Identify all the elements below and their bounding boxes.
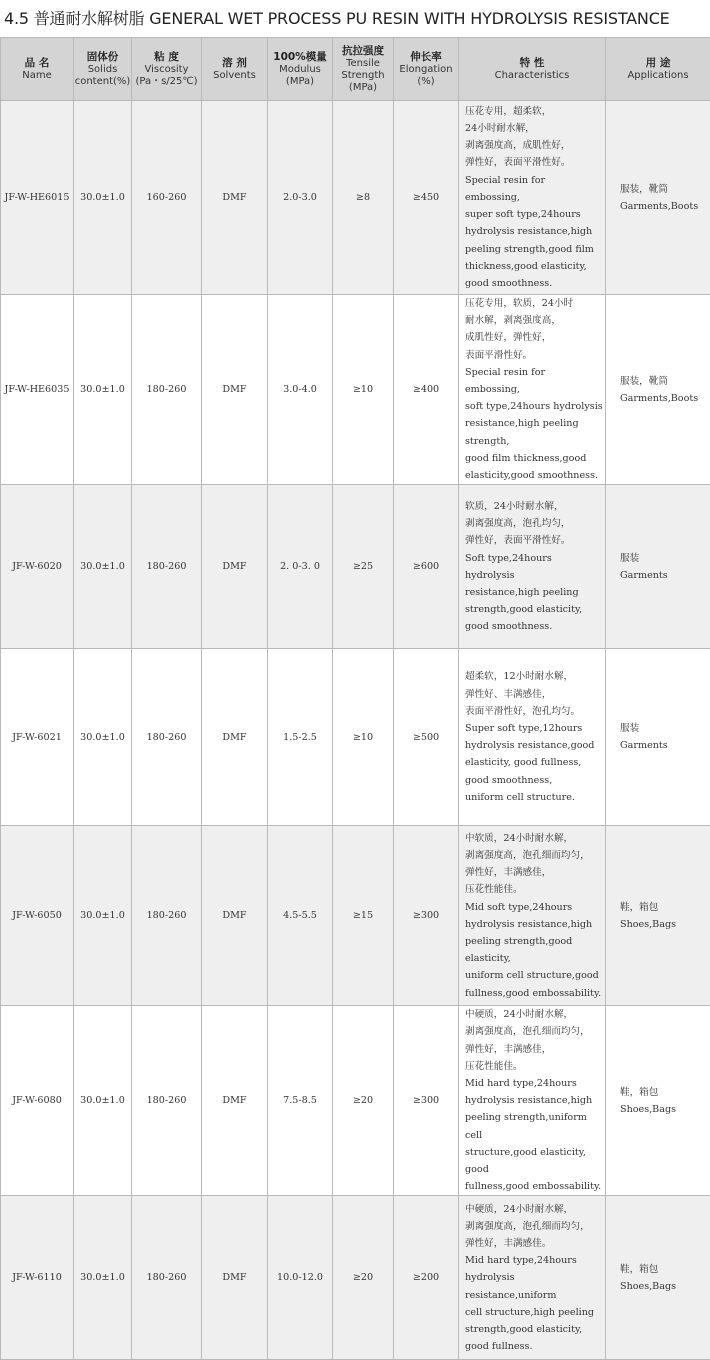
cell-solids: 30.0±1.0 bbox=[74, 826, 132, 1006]
cell-characteristics: 中硬质，24小时耐水解， 剥离强度高，泡孔细而均匀， 弹性好，丰满感佳。 Mid hard type,24hours hydrolysis resistance,uniform cell structure,high peeling strength,good elasticity, good fullness. bbox=[459, 1196, 606, 1360]
product-table bbox=[0, 37, 710, 1360]
header-solids: 固体份 Solids content(%) bbox=[74, 38, 132, 101]
cell-characteristics: 压花专用，软质，24小时 耐水解，剥离强度高， 成肌性好，弹性好， 表面平滑性好。 Special resin for embossing, soft type,24hours hydrolysis resistance,high peeling strength, good film thickness,good elasticity,good smoothness. bbox=[459, 295, 606, 485]
cell-modulus: 4.5-5.5 bbox=[268, 826, 333, 1006]
cell-elongation: ≥500 bbox=[394, 649, 459, 826]
cell-applications: 鞋，箱包 Shoes,Bags bbox=[606, 1006, 710, 1196]
cell-modulus: 2.0-3.0 bbox=[268, 101, 333, 295]
table-row bbox=[1, 826, 710, 1006]
header-name: 品 名 Name bbox=[1, 38, 74, 101]
cell-modulus: 7.5-8.5 bbox=[268, 1006, 333, 1196]
cell-viscosity: 180-260 bbox=[132, 1196, 202, 1360]
cell-tensile: ≥8 bbox=[333, 101, 394, 295]
page-title: 4.5 普通耐水解树脂 GENERAL WET PROCESS PU RESIN WITH HYDROLYSIS RESISTANCE bbox=[0, 0, 710, 37]
cell-modulus: 2. 0-3. 0 bbox=[268, 485, 333, 649]
cell-solvent: DMF bbox=[202, 485, 268, 649]
table-row bbox=[1, 101, 710, 295]
cell-tensile: ≥15 bbox=[333, 826, 394, 1006]
cell-solids: 30.0±1.0 bbox=[74, 1196, 132, 1360]
cell-name: JF-W-6020 bbox=[1, 485, 74, 649]
cell-applications: 服装，靴筒 Garments,Boots bbox=[606, 101, 710, 295]
cell-solids: 30.0±1.0 bbox=[74, 101, 132, 295]
cell-modulus: 10.0-12.0 bbox=[268, 1196, 333, 1360]
cell-modulus: 1.5-2.5 bbox=[268, 649, 333, 826]
cell-viscosity: 180-260 bbox=[132, 485, 202, 649]
cell-solvent: DMF bbox=[202, 826, 268, 1006]
cell-tensile: ≥25 bbox=[333, 485, 394, 649]
cell-solids: 30.0±1.0 bbox=[74, 649, 132, 826]
table-row bbox=[1, 295, 710, 485]
cell-name: JF-W-6110 bbox=[1, 1196, 74, 1360]
table-header-row bbox=[1, 38, 710, 101]
cell-solids: 30.0±1.0 bbox=[74, 295, 132, 485]
cell-name: JF-W-HE6015 bbox=[1, 101, 74, 295]
cell-elongation: ≥300 bbox=[394, 826, 459, 1006]
cell-elongation: ≥300 bbox=[394, 1006, 459, 1196]
cell-characteristics: 超柔软，12小时耐水解， 弹性好、丰满感佳， 表面平滑性好，泡孔均匀。 Super soft type,12hours hydrolysis resistance,good elasticity, good fullness, good smoothness, uniform cell structure. bbox=[459, 649, 606, 826]
cell-name: JF-W-6080 bbox=[1, 1006, 74, 1196]
cell-solvent: DMF bbox=[202, 1006, 268, 1196]
cell-name: JF-W-HE6035 bbox=[1, 295, 74, 485]
header-solvents: 溶 剂 Solvents bbox=[202, 38, 268, 101]
cell-modulus: 3.0-4.0 bbox=[268, 295, 333, 485]
cell-characteristics: 中硬质，24小时耐水解， 剥离强度高，泡孔细而均匀， 弹性好，丰满感佳， 压花性能佳。 Mid hard type,24hours hydrolysis resistance,high peeling strength,uniform cell structure,good elasticity, good fullness,good embossability. bbox=[459, 1006, 606, 1196]
header-elongation: 伸长率 Elongation (%) bbox=[394, 38, 459, 101]
cell-tensile: ≥10 bbox=[333, 295, 394, 485]
cell-tensile: ≥10 bbox=[333, 649, 394, 826]
cell-characteristics: 压花专用，超柔软， 24小时耐水解， 剥离强度高，成肌性好， 弹性好，表面平滑性好。 Special resin for embossing, super soft type,24hours hydrolysis resistance,high peeling strength,good film thickness,good elasticity, good smoothness. bbox=[459, 101, 606, 295]
cell-applications: 服装 Garments bbox=[606, 649, 710, 826]
cell-applications: 鞋，箱包 Shoes,Bags bbox=[606, 826, 710, 1006]
table-row bbox=[1, 485, 710, 649]
cell-solvent: DMF bbox=[202, 295, 268, 485]
cell-tensile: ≥20 bbox=[333, 1006, 394, 1196]
header-viscosity: 粘 度 Viscosity (Pa・s/25℃) bbox=[132, 38, 202, 101]
cell-name: JF-W-6050 bbox=[1, 826, 74, 1006]
header-tensile: 抗拉强度 Tensile Strength (MPa) bbox=[333, 38, 394, 101]
cell-solvent: DMF bbox=[202, 101, 268, 295]
header-modulus: 100%模量 Modulus (MPa) bbox=[268, 38, 333, 101]
cell-elongation: ≥600 bbox=[394, 485, 459, 649]
cell-elongation: ≥200 bbox=[394, 1196, 459, 1360]
cell-viscosity: 180-260 bbox=[132, 295, 202, 485]
cell-name: JF-W-6021 bbox=[1, 649, 74, 826]
cell-characteristics: 中软质，24小时耐水解， 剥离强度高，泡孔细而均匀， 弹性好，丰满感佳， 压花性能佳。 Mid soft type,24hours hydrolysis resistance,high peeling strength,good elasticity, uniform cell structure,good fullness,good embossability. bbox=[459, 826, 606, 1006]
cell-tensile: ≥20 bbox=[333, 1196, 394, 1360]
header-applications: 用 途 Applications bbox=[606, 38, 710, 101]
cell-solids: 30.0±1.0 bbox=[74, 1006, 132, 1196]
cell-applications: 服装 Garments bbox=[606, 485, 710, 649]
cell-elongation: ≥450 bbox=[394, 101, 459, 295]
cell-solvent: DMF bbox=[202, 649, 268, 826]
table-row bbox=[1, 1196, 710, 1360]
cell-elongation: ≥400 bbox=[394, 295, 459, 485]
cell-viscosity: 180-260 bbox=[132, 826, 202, 1006]
cell-viscosity: 180-260 bbox=[132, 1006, 202, 1196]
cell-applications: 鞋，箱包 Shoes,Bags bbox=[606, 1196, 710, 1360]
table-row bbox=[1, 649, 710, 826]
table-row bbox=[1, 1006, 710, 1196]
cell-viscosity: 160-260 bbox=[132, 101, 202, 295]
header-characteristics: 特 性 Characteristics bbox=[459, 38, 606, 101]
cell-viscosity: 180-260 bbox=[132, 649, 202, 826]
cell-applications: 服装，靴筒 Garments,Boots bbox=[606, 295, 710, 485]
cell-characteristics: 软质，24小时耐水解， 剥离强度高，泡孔均匀， 弹性好，表面平滑性好。 Soft type,24hours hydrolysis resistance,high peeling strength,good elasticity, good smoothness. bbox=[459, 485, 606, 649]
cell-solids: 30.0±1.0 bbox=[74, 485, 132, 649]
cell-solvent: DMF bbox=[202, 1196, 268, 1360]
